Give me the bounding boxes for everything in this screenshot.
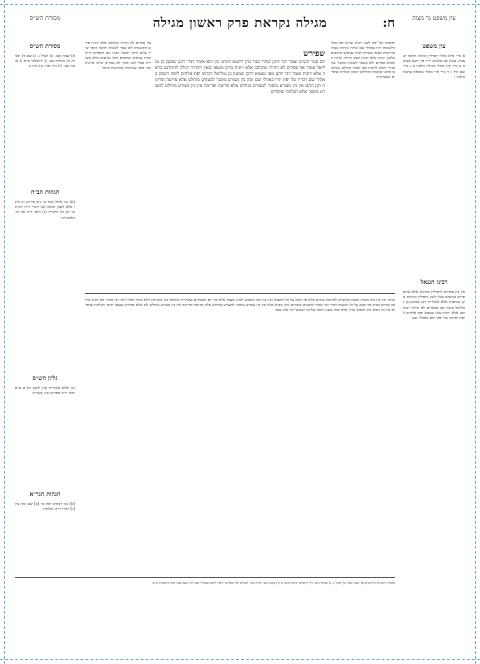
gilyon-hashas-title: גליון הש״ס	[32, 375, 58, 382]
gemara-opening-word: שפירש	[303, 48, 325, 58]
hagahot-habach-box	[15, 189, 75, 369]
mesoret-header: מסורת הש״ס	[29, 15, 61, 22]
tosafot-text: אף ספרים לא התירו שיכתבו אלא יוונית פירש הקונטרס ולא שאר לשונות ותימה היאך שייך בהם היתר ואומר רבינו תם דספרים היינו תורה נביאים וכתובים דאין נכתבים אלא אשורית אבל לשון אחר לא אמרינן ומיהו ביוונית שרי מפני שהתורה מתרגמת כראוי	[85, 41, 151, 70]
rabbeinu-chananel-title: רבינו חננאל	[420, 279, 448, 286]
rashi-commentary	[331, 41, 395, 291]
rashi-text: יפיפותו של יפת לשון יוונית שהיא יפה מכל הלשונות יהיו באהלי שם שיהיו נקראין בבתי מדרשות ובבתי כנסיות תורה נביאים וכתובים בלשון יוונית אלא יוונית שבה התירו שיהיו כתובים ספרים ולא בשאר לשונות מוסגר שהסגירו הכהן לראות אם יפשה מוחלט שנראו בו סימני טומאה והחליטו הכהן תגלחת וציפרים שבטהרתו	[331, 41, 395, 80]
rabbeinu-chananel-text: אין בין ספרים לתפילין ומזוזות אלא שהספרים נכתבים בכל לשון ותפילין ומזוזות אינן נכתבות אלא אשורית רבן שמעון בן גמליאל אומר אף בספרים לא התירו שיכתבו אלא יוונית מאי טעמא יפת אלהים ליפת יפיותו של יפת יהא באהלי שם	[403, 289, 465, 321]
main-text-area	[85, 41, 395, 577]
mesoret-box-title: מסורת הש״ס	[29, 43, 61, 50]
talmud-page	[15, 15, 465, 651]
gilyon-hashas-box	[15, 375, 75, 485]
page-header	[15, 15, 465, 39]
page-border-right	[475, 0, 476, 664]
ein-mishpat-header: עין משפט נר מצוה	[412, 15, 456, 22]
mesoret-text: א) שבת קטו. ב) לעיל ג. ג) שם ד) יבמות ה) מנחות מב: ו) ירושלמי פ״א ז) סוטה כט: ח) נזיר סה. ט) נדה נו.	[15, 53, 75, 69]
folio-number: ח:	[382, 16, 395, 31]
hagahot-hagra-title: הגהות הגר״א	[29, 491, 61, 498]
page-border-top	[0, 4, 480, 5]
section-divider	[85, 293, 395, 294]
mesoret-box	[15, 43, 75, 183]
mesoret-column	[15, 41, 75, 641]
ein-mishpat-box	[403, 43, 465, 273]
hagahot-habach-title: הגהות הב״ח	[30, 189, 60, 196]
rabbeinu-chananel-box	[403, 279, 465, 599]
footnote-block	[15, 581, 395, 637]
tosafot-commentary	[85, 41, 151, 291]
page-border-bottom	[0, 659, 480, 660]
lower-commentary-text: מתני׳ אין בין כהן משוח בשמן המשחה למרובה בגדים אלא פר הבא על כל המצות ואין בין כהן משמש לכהן שעבר אלא פר יום הכפורים ועשירית האיפה גמ׳ מתניתין דלא כרבי מאיר דאי רבי מאיר הא תניא מרובה בגדים מביא פר הבא על כל המצות דברי רבי מאיר וחכמים אומרים אינו מביא אלא אין בין מצורע מוסגר למצורע מוחלט אלא פריעה ופרימה אין בין מצורע מוחלט לזב אלא ספירת שבעה ימים ותגלחת וציפרים אין בין טמא מת לטמא שרץ אלא שזה טעון הזאה שלישי ושביעי וזה אינו טעון	[85, 297, 395, 312]
page-border-left	[4, 0, 5, 664]
hagahot-hagra-text: [א] גמ׳ דכתיב יפת כו׳ [ב] שם ומה בין [ג] רש״י ד״ה תגלחת	[15, 501, 75, 512]
gemara-text: יום סגור הש״ס ואמר רבי יוחנן שהרי סגור בהן לישנא דמתני וכן הוא אומר דברי רבנן שמעון בן גמליאל אומר אף ספרים לא התירו שיכתבו אלא יוונית בדקו ומצאו שאין התורה יכולה להתרגם כראוי אלא יוונית ואמר רבי יוחנן מאי טעמא דרבן שמעון בן גמליאל דכתיב יפת אלהים ליפת וישכון באהלי שם דבריו של יפת יהיו באהלי שם ומה בין מצורע מוסגר למצורע מוחלט אלא פריעה ופרימה תנן התם אין בין מצורע מוסגר למצורע מוחלט אלא פריעה ופרימה אין בין מצורע מוחלט למצורע מוסגר אלא תגלחת וציפרים	[155, 60, 325, 95]
ein-mishpat-box-title: עין משפט	[422, 43, 446, 50]
gilyon-hashas-text: גמ׳ אלא אשורית עיין לקמן דף ט ע״א תוס׳ ד״ה ספרים עיין בשו״ת	[15, 385, 75, 396]
footnote-text: מסורת הש״ס וחידושים א) שבת קטו. ב) לעיל ג. ג) מנחות מב: ד) ירושלמי פ״א הלכה ט ה) סוטה כט: תורה אור השלם יפת אלהים ליפת וישכן באהלי שם ויהי כנען עבד למו בראשית ט כז	[152, 581, 395, 585]
footnote-divider	[15, 577, 395, 578]
lower-commentary-block	[85, 297, 395, 577]
ein-mishpat-column	[403, 41, 465, 601]
chapter-title: מגילה נקראת פרק ראשון מגילה	[152, 16, 328, 31]
gemara-block	[155, 41, 325, 291]
ein-mishpat-text: א מיי׳ פ״א מהל׳ תפילין ומזוזה הלכה יט סמ״ג עשין כב טוש״ע יו״ד סי׳ רעא סעיף ה ב מיי׳ פ״ו מהל׳ מגילה הלכה ב ג מיי׳ שם הל׳ ג ד מיי׳ פ״י מהל׳ טומאת צרעת הלכה ו	[403, 53, 465, 79]
hagahot-habach-text: (א) גמ׳ אלא שזה כו׳ נ״ב פירוש זה אינו אלא לענין הזאה (ב) רש״י ד״ה יוונית כו׳ וכן כל התורה (ג) תוס׳ ד״ה אף כו׳ דאשורית	[15, 199, 75, 220]
